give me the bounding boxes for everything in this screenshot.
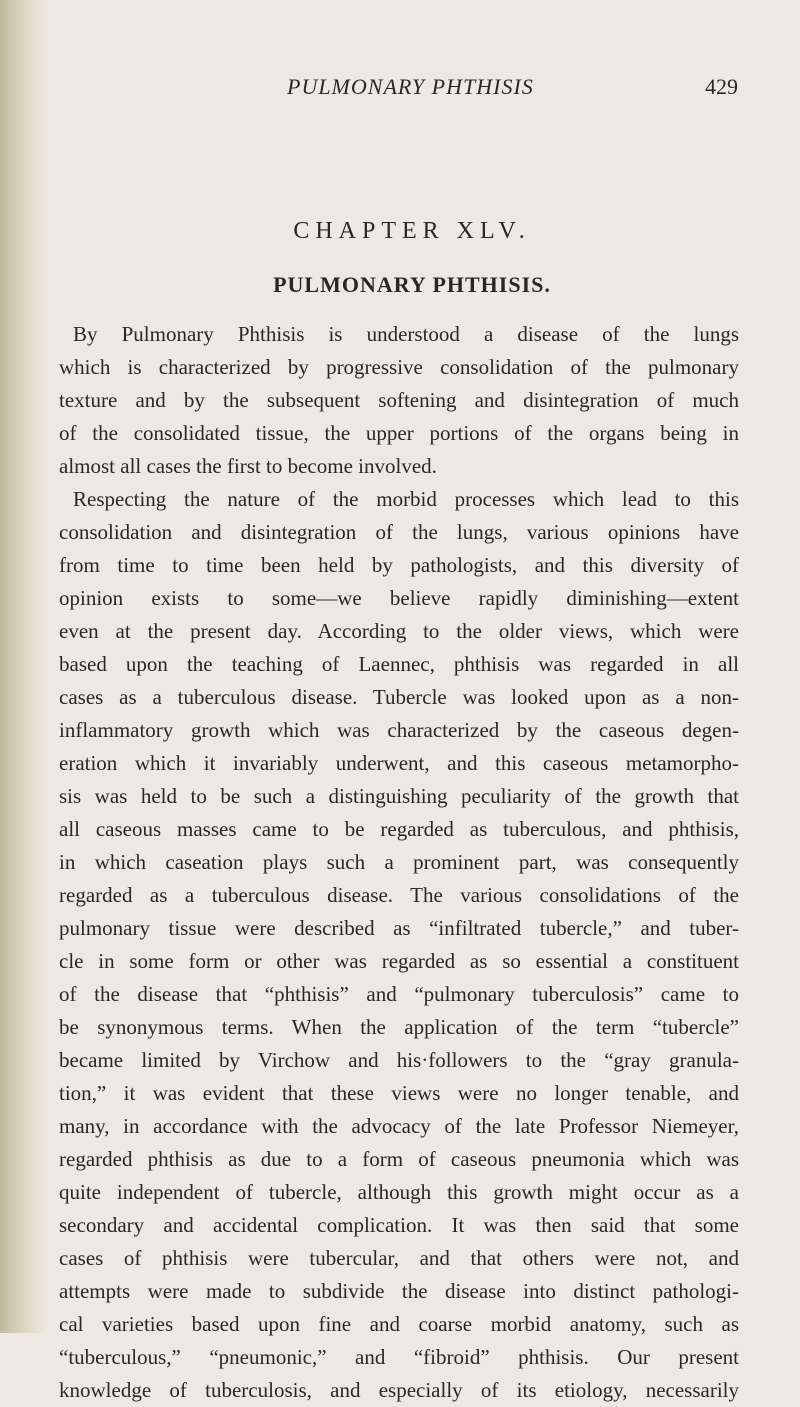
text-line: pulmonary tissue were described as “infiltrated tubercle,” and tuber- bbox=[59, 916, 739, 940]
text-line: eration which it invariably underwent, and this caseous metamorpho- bbox=[59, 751, 739, 775]
text-line: attempts were made to subdivide the disease into distinct pathologi- bbox=[59, 1279, 739, 1303]
running-title: PULMONARY PHTHISIS bbox=[287, 74, 534, 99]
text-line: opinion exists to some—we believe rapidly diminishing—extent bbox=[59, 586, 739, 610]
page-number: 429 bbox=[705, 74, 738, 99]
body-text bbox=[59, 318, 739, 1407]
text-line: “tuberculous,” “pneumonic,” and “fibroid” phthisis. Our present bbox=[59, 1345, 739, 1369]
text-line: from time to time been held by pathologists, and this diversity of bbox=[59, 553, 739, 577]
text-line: be synonymous terms. When the application of the term “tubercle” bbox=[59, 1015, 739, 1039]
text-line: even at the present day. According to the older views, which were bbox=[59, 619, 739, 643]
text-line: cases as a tuberculous disease. Tubercle was looked upon as a non- bbox=[59, 685, 739, 709]
text-line: consolidation and disintegration of the lungs, various opinions have bbox=[59, 520, 739, 544]
text-line: became limited by Virchow and his·followers to the “gray granula- bbox=[59, 1048, 739, 1072]
text-line: cases of phthisis were tubercular, and that others were not, and bbox=[59, 1246, 739, 1270]
text-line: regarded phthisis as due to a form of caseous pneumonia which was bbox=[59, 1147, 739, 1171]
text-line: of the disease that “phthisis” and “pulmonary tuberculosis” came to bbox=[59, 982, 739, 1006]
text-line: cle in some form or other was regarded as so essential a constituent bbox=[59, 949, 739, 973]
text-line: secondary and accidental complication. It was then said that some bbox=[59, 1213, 739, 1237]
text-line: tion,” it was evident that these views were no longer tenable, and bbox=[59, 1081, 739, 1105]
text-line: cal varieties based upon fine and coarse morbid anatomy, such as bbox=[59, 1312, 739, 1336]
text-line: which is characterized by progressive consolidation of the pulmonary bbox=[59, 355, 739, 379]
text-line: By Pulmonary Phthisis is understood a disease of the lungs bbox=[73, 322, 739, 346]
text-line: sis was held to be such a distinguishing peculiarity of the growth that bbox=[59, 784, 739, 808]
chapter-title: PULMONARY PHTHISIS. bbox=[273, 272, 551, 297]
text-line: inflammatory growth which was characterized by the caseous degen- bbox=[59, 718, 739, 742]
text-line: many, in accordance with the advocacy of the late Professor Niemeyer, bbox=[59, 1114, 739, 1138]
page-spine-shadow bbox=[0, 0, 48, 1333]
text-line: in which caseation plays such a prominent part, was consequently bbox=[59, 850, 739, 874]
text-line: based upon the teaching of Laennec, phthisis was regarded in all bbox=[59, 652, 739, 676]
text-line: knowledge of tuberculosis, and especially of its etiology, necessarily bbox=[59, 1378, 739, 1402]
text-line: regarded as a tuberculous disease. The various consolidations of the bbox=[59, 883, 739, 907]
chapter-heading: CHAPTER XLV. bbox=[293, 218, 531, 244]
text-line: of the consolidated tissue, the upper portions of the organs being in bbox=[59, 421, 739, 445]
text-line: Respecting the nature of the morbid processes which lead to this bbox=[73, 487, 739, 511]
text-line: quite independent of tubercle, although this growth might occur as a bbox=[59, 1180, 739, 1204]
text-line: almost all cases the first to become involved. bbox=[59, 454, 437, 478]
text-line: all caseous masses came to be regarded as tuberculous, and phthisis, bbox=[59, 817, 739, 841]
text-line: texture and by the subsequent softening and disintegration of much bbox=[59, 388, 739, 412]
